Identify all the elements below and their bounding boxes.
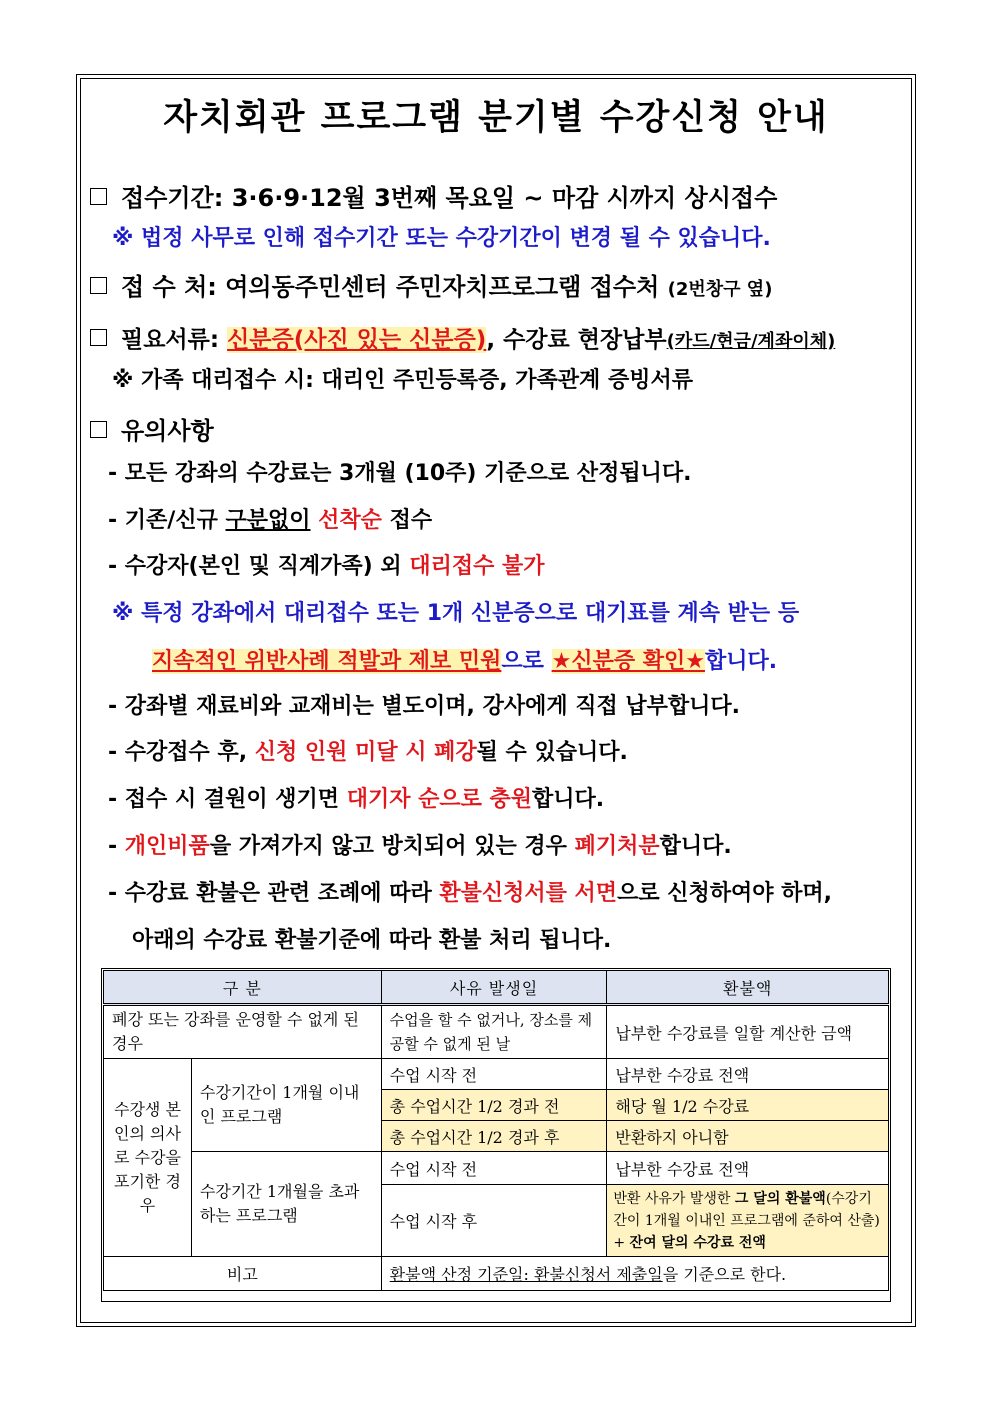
- note-7-a: - 수강접수 후,: [108, 740, 255, 765]
- sub2-r2-amount-d: 잔여 달의 수강료 전액: [629, 1234, 766, 1251]
- sub1-label: 수강기간이 1개월 이내인 프로그램: [191, 1059, 381, 1152]
- group-label: 수강생 본인의 의사로 수강을 포기한 경우: [104, 1059, 192, 1257]
- docs-label: 필요서류:: [121, 327, 220, 353]
- row1-category: 폐강 또는 강좌를 운영할 수 없게 된 경우: [104, 1005, 382, 1059]
- note-1: - 모든 강좌의 수강료는 3개월 (10주) 기준으로 산정됩니다.: [108, 461, 692, 486]
- note-8: [108, 782, 604, 813]
- remark-b: 을 기준으로 한다.: [662, 1265, 787, 1284]
- note-4: ※ 특정 강좌에서 대리접수 또는 1개 신분증으로 대기표를 계속 받는 등: [112, 601, 800, 626]
- notes-header: [90, 411, 214, 446]
- period-text: 3·6·9·12월 3번째 목요일 ~ 마감 시까지 상시접수: [231, 184, 778, 212]
- sub1-r3-date: 총 수업시간 1/2 경과 후: [381, 1121, 607, 1152]
- sub2-r2-amount-c: (수강기간이 1개월 이내인 프로그램에 준하여 산출) +: [613, 1190, 880, 1251]
- period-label: 접수기간:: [121, 184, 224, 212]
- row1-date: 수업을 할 수 없거나, 장소를 제공할 수 없게 된 날: [381, 1005, 607, 1059]
- sub2-r2-amount-a: 반환 사유가 발생한: [613, 1190, 735, 1207]
- note-5-d: 합니다.: [704, 649, 778, 674]
- period-note: ※ 법정 사무로 인해 접수기간 또는 수강기간이 변경 될 수 있습니다.: [112, 226, 771, 251]
- sub2-r2-amount: [607, 1185, 889, 1257]
- note-7-b: 신청 인원 미달 시 폐강: [254, 740, 477, 765]
- note-9-e: 합니다.: [659, 834, 732, 859]
- docs-note: ※ 가족 대리접수 시: 대리인 주민등록증, 가족관계 증빙서류: [112, 368, 693, 393]
- note-8-b: 대기자 순으로 충원: [346, 787, 533, 812]
- table-row: [104, 1152, 889, 1185]
- docs-line: [90, 321, 835, 354]
- note-11: 아래의 수강료 환불기준에 따라 환불 처리 됩니다.: [132, 928, 612, 953]
- note-5-a: 지속적인 위반사례 적발과 제보 민원: [152, 649, 502, 674]
- place-label: 접 수 처:: [121, 273, 217, 301]
- docs-fee-method: (카드/현금/계좌이체): [666, 331, 836, 352]
- refund-table: [103, 970, 889, 1291]
- note-9-a: -: [108, 834, 125, 859]
- sub1-r3-amount: 반환하지 아니함: [607, 1121, 889, 1152]
- sub2-r2-amount-b: 그 달의 환불액: [734, 1190, 826, 1207]
- place-line: [90, 267, 772, 302]
- sub1-r1-date: 수업 시작 전: [381, 1059, 607, 1090]
- sub1-r1-amount: 납부한 수강료 전액: [607, 1059, 889, 1090]
- remark-text: [381, 1257, 888, 1291]
- sub2-r1-amount: 납부한 수강료 전액: [607, 1152, 889, 1185]
- checkbox-icon: [90, 277, 107, 294]
- sub1-r2-date: 총 수업시간 1/2 경과 전: [381, 1090, 607, 1121]
- header-amount: 환불액: [607, 971, 889, 1005]
- note-2-c: 선착순: [310, 508, 382, 533]
- note-2-a: - 기존/신규: [108, 508, 226, 533]
- notes-label: 유의사항: [121, 417, 214, 445]
- table-row: [104, 1257, 889, 1291]
- docs-id-card: 신분증(사진 있는 신분증): [227, 327, 487, 353]
- place-text: 여의동주민센터 주민자치프로그램 접수처: [225, 273, 660, 301]
- checkbox-icon: [90, 329, 107, 346]
- page-title: 자치회관 프로그램 분기별 수강신청 안내: [163, 98, 829, 138]
- note-7-c: 될 수 있습니다.: [476, 740, 628, 765]
- note-6: - 강좌별 재료비와 교재비는 별도이며, 강사에게 직접 납부합니다.: [108, 694, 741, 719]
- checkbox-icon: [90, 421, 107, 438]
- note-5: [152, 644, 777, 675]
- row1-amount: 납부한 수강료를 일할 계산한 금액: [607, 1005, 889, 1059]
- note-8-c: 합니다.: [532, 787, 605, 812]
- table-header-row: [104, 971, 889, 1005]
- note-3-b: 대리접수 불가: [409, 554, 545, 579]
- docs-fee-text: 수강료 현장납부: [503, 327, 667, 353]
- note-7: [108, 735, 628, 766]
- table-row: [104, 1059, 889, 1090]
- table-row: [104, 1005, 889, 1059]
- header-category: 구 분: [104, 971, 382, 1005]
- note-2-d: 접수: [381, 508, 433, 533]
- note-10-a: - 수강료 환불은 관련 조례에 따라: [108, 881, 440, 906]
- sub1-r2-amount: 해당 월 1/2 수강료: [607, 1090, 889, 1121]
- sub2-label: 수강기간 1개월을 초과하는 프로그램: [191, 1152, 381, 1257]
- note-2: [108, 503, 432, 534]
- note-3-a: - 수강자(본인 및 직계가족) 외: [108, 554, 410, 579]
- note-10: [108, 876, 832, 907]
- place-sub: (2번창구 옆): [667, 279, 773, 300]
- note-8-a: - 접수 시 결원이 생기면: [108, 787, 347, 812]
- note-9-b: 개인비품: [124, 834, 210, 859]
- note-5-b: 으로: [501, 649, 552, 674]
- header-date: 사유 발생일: [381, 971, 607, 1005]
- note-10-c: 으로 신청하여야 하며,: [617, 881, 833, 906]
- remark-label: 비고: [104, 1257, 382, 1291]
- sub2-r1-date: 수업 시작 전: [381, 1152, 607, 1185]
- note-3: [108, 549, 544, 580]
- note-2-b: 구분없이: [225, 508, 311, 533]
- note-5-c: ★신분증 확인★: [551, 649, 705, 674]
- sub2-r2-date: 수업 시작 후: [381, 1185, 607, 1257]
- note-9-d: 폐기처분: [574, 834, 660, 859]
- note-9: [108, 829, 732, 860]
- period-line: [90, 178, 777, 213]
- note-10-b: 환불신청서를 서면: [439, 881, 618, 906]
- docs-comma: ,: [486, 327, 496, 353]
- checkbox-icon: [90, 188, 107, 205]
- remark-a: 환불액 산정 기준일: 환불신청서 제출일: [389, 1265, 663, 1284]
- note-9-c: 을 가져가지 않고 방치되어 있는 경우: [209, 834, 575, 859]
